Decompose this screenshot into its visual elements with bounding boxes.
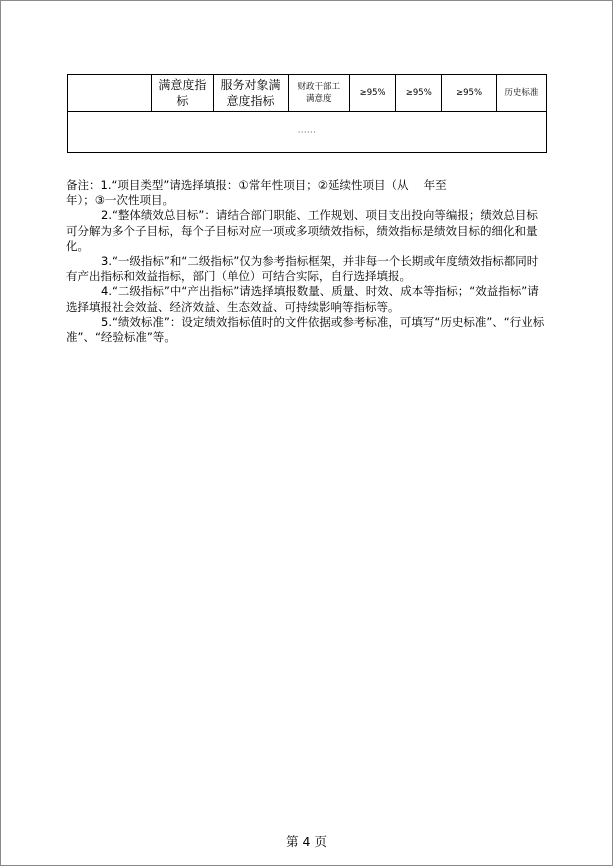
- table-row: [68, 112, 547, 153]
- note-3: 3.“一级指标”和“二级指标”仅为参考指标框架，并非每一个长期或年度绩效指标都同时有产出指标和效益指标，部门（单位）可结合实际，自行选择填报。: [66, 254, 539, 284]
- note-1-line-2: 年）；③一次性项目。: [66, 193, 175, 208]
- note-1-line-1: 备注：1.“项目类型”请选择填报：①常年性项目；②延续性项目（从 年至: [66, 178, 447, 192]
- indicator-value-cell: ≥95%: [396, 75, 442, 112]
- ellipsis-cell: ······: [68, 112, 547, 153]
- indicator-name-cell: 财政干部工满意度: [288, 75, 350, 112]
- page-number: 第 4 页: [286, 834, 327, 849]
- level3-indicator-cell: 服务对象满意度指标: [213, 75, 288, 112]
- level1-cell: [68, 75, 152, 112]
- table-row: [68, 75, 547, 112]
- performance-table: [67, 74, 547, 153]
- level2-indicator-cell: 满意度指标: [152, 75, 214, 112]
- standard-cell: 历史标准: [496, 75, 546, 112]
- note-4: 4.“二级指标”中“产出指标”请选择填报数量、质量、时效、成本等指标；“效益指标”请选择填报社会效益、经济效益、生态效益、可持续影响等指标等。: [66, 284, 539, 314]
- indicator-value-cell: ≥95%: [442, 75, 496, 112]
- notes-section: [66, 178, 546, 345]
- indicator-value-cell: ≥95%: [350, 75, 396, 112]
- note-5: 5.“绩效标准”：设定绩效指标值时的文件依据或参考标准，可填写“历史标准”、“行业标准”、“经验标准”等。: [66, 314, 545, 345]
- note-2: 2.“整体绩效总目标”：请结合部门职能、工作规划、项目支出投向等编报；绩效总目标可分解为多个子目标，每个子目标对应一项或多项绩效指标，绩效指标是绩效目标的细化和量化。: [66, 208, 538, 253]
